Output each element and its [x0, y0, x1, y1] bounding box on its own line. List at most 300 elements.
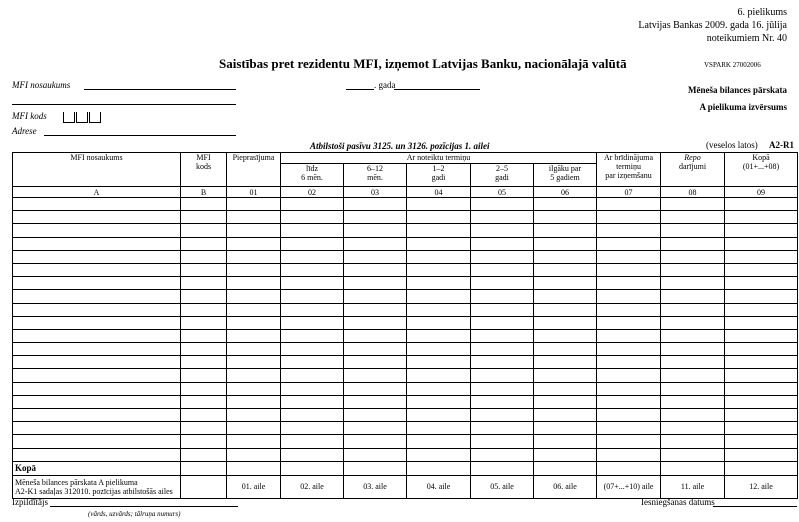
entry-cell[interactable] — [534, 395, 597, 408]
mfi-name-label: MFI nosaukums — [12, 80, 71, 90]
entry-cell[interactable] — [344, 382, 407, 395]
footer-cell: 12. aile — [725, 475, 798, 498]
footer-cell: 03. aile — [344, 475, 407, 498]
entry-cell[interactable] — [344, 237, 407, 250]
entry-cell[interactable] — [281, 250, 344, 263]
entry-cell[interactable] — [661, 435, 725, 448]
entry-cell[interactable] — [725, 395, 798, 408]
entry-cell[interactable] — [344, 290, 407, 303]
entry-cell[interactable] — [534, 356, 597, 369]
entry-cell[interactable] — [227, 237, 281, 250]
entry-cell[interactable] — [344, 395, 407, 408]
table-row — [13, 395, 798, 408]
entry-cell[interactable] — [725, 343, 798, 356]
entry-cell[interactable] — [661, 290, 725, 303]
entry-cell[interactable] — [407, 277, 471, 290]
entry-cell[interactable] — [471, 448, 534, 461]
code-cell: 03 — [344, 187, 407, 198]
entry-cell[interactable] — [661, 224, 725, 237]
entry-cell[interactable] — [227, 382, 281, 395]
entry-cell[interactable] — [597, 329, 661, 342]
entry-cell[interactable] — [344, 435, 407, 448]
hdr-notice — [597, 153, 661, 187]
code-box[interactable] — [63, 112, 75, 123]
entry-cell[interactable] — [13, 435, 181, 448]
entry-cell[interactable] — [281, 343, 344, 356]
entry-cell[interactable] — [725, 263, 798, 276]
entry-cell[interactable] — [661, 211, 725, 224]
entry-cell[interactable] — [471, 224, 534, 237]
entry-cell[interactable] — [281, 422, 344, 435]
entry-cell[interactable] — [597, 448, 661, 461]
entry-cell[interactable] — [471, 316, 534, 329]
day-field[interactable] — [346, 89, 374, 90]
entry-cell[interactable] — [725, 369, 798, 382]
entry-cell[interactable] — [407, 343, 471, 356]
entry-cell[interactable] — [407, 290, 471, 303]
entry-cell[interactable] — [471, 290, 534, 303]
entry-cell[interactable] — [13, 237, 181, 250]
entry-cell[interactable] — [597, 198, 661, 211]
entry-cell[interactable] — [13, 382, 181, 395]
entry-cell[interactable] — [534, 316, 597, 329]
entry-cell[interactable] — [661, 316, 725, 329]
entry-cell[interactable] — [344, 303, 407, 316]
entry-cell[interactable] — [407, 237, 471, 250]
entry-cell[interactable] — [725, 422, 798, 435]
entry-cell[interactable] — [597, 316, 661, 329]
entry-cell[interactable] — [597, 290, 661, 303]
entry-cell[interactable] — [344, 211, 407, 224]
entry-cell[interactable] — [725, 250, 798, 263]
entry-cell[interactable] — [281, 448, 344, 461]
total-cell[interactable] — [661, 461, 725, 475]
entry-cell[interactable] — [725, 356, 798, 369]
entry-cell[interactable] — [13, 409, 181, 422]
entry-cell[interactable] — [725, 329, 798, 342]
entry-cell[interactable] — [344, 224, 407, 237]
entry-cell[interactable] — [407, 250, 471, 263]
entry-cell[interactable] — [181, 329, 227, 342]
entry-cell[interactable] — [534, 211, 597, 224]
entry-cell[interactable] — [13, 422, 181, 435]
total-cell[interactable] — [407, 461, 471, 475]
entry-cell[interactable] — [13, 263, 181, 276]
entry-cell[interactable] — [725, 448, 798, 461]
entry-cell[interactable] — [661, 250, 725, 263]
entry-cell[interactable] — [471, 382, 534, 395]
hdr-t2-2: mēn. — [367, 173, 383, 182]
entry-cell[interactable] — [597, 409, 661, 422]
hdr-notice-3: par izņemšanu — [605, 171, 652, 180]
entry-cell[interactable] — [344, 448, 407, 461]
entry-cell[interactable] — [407, 329, 471, 342]
entry-cell[interactable] — [661, 198, 725, 211]
entry-cell[interactable] — [181, 435, 227, 448]
code-cell: 06 — [534, 187, 597, 198]
entry-cell[interactable] — [661, 382, 725, 395]
table-row — [13, 409, 798, 422]
annex-line-1: 6. pielikums — [737, 7, 787, 18]
entry-cell[interactable] — [471, 356, 534, 369]
entry-cell[interactable] — [13, 329, 181, 342]
entry-cell[interactable] — [227, 422, 281, 435]
entry-cell[interactable] — [227, 356, 281, 369]
entry-cell[interactable] — [534, 422, 597, 435]
entry-cell[interactable] — [13, 316, 181, 329]
entry-cell[interactable] — [471, 422, 534, 435]
entry-cell[interactable] — [597, 422, 661, 435]
entry-cell[interactable] — [725, 211, 798, 224]
annex-note — [638, 6, 787, 45]
entry-cell[interactable] — [725, 224, 798, 237]
entry-cell[interactable] — [597, 382, 661, 395]
entry-cell[interactable] — [661, 422, 725, 435]
hdr-t5-1: ilgāku par — [548, 164, 582, 173]
entry-cell[interactable] — [13, 250, 181, 263]
table-row — [13, 382, 798, 395]
hdr-repo — [661, 153, 725, 187]
entry-cell[interactable] — [181, 356, 227, 369]
entry-cell[interactable] — [471, 263, 534, 276]
total-row — [13, 461, 798, 475]
entry-cell[interactable] — [344, 356, 407, 369]
year-label: . gada — [374, 80, 396, 90]
entry-cell[interactable] — [281, 237, 344, 250]
entry-cell[interactable] — [181, 316, 227, 329]
entry-cell[interactable] — [725, 303, 798, 316]
entry-cell[interactable] — [181, 369, 227, 382]
entry-cell[interactable] — [344, 263, 407, 276]
entry-cell[interactable] — [281, 409, 344, 422]
entry-cell[interactable] — [534, 369, 597, 382]
entry-cell[interactable] — [181, 263, 227, 276]
entry-cell[interactable] — [661, 237, 725, 250]
entry-cell[interactable] — [471, 343, 534, 356]
hdr-t4-1: 2–5 — [496, 164, 508, 173]
entry-cell[interactable] — [281, 211, 344, 224]
entry-cell[interactable] — [725, 198, 798, 211]
entry-cell[interactable] — [227, 263, 281, 276]
total-cell[interactable] — [227, 461, 281, 475]
entry-cell[interactable] — [725, 382, 798, 395]
entry-cell[interactable] — [281, 224, 344, 237]
entry-cell[interactable] — [181, 250, 227, 263]
entry-cell[interactable] — [661, 263, 725, 276]
entry-cell[interactable] — [227, 409, 281, 422]
entry-cell[interactable] — [725, 316, 798, 329]
hdr-fixed-term: Ar noteiktu termiņu — [281, 153, 597, 164]
form-code: VSPARK 27002006 — [704, 61, 761, 69]
code-cell: 08 — [661, 187, 725, 198]
submit-date-label: Iesniegšanas datums — [641, 497, 715, 507]
entry-cell[interactable] — [13, 395, 181, 408]
total-cell[interactable] — [344, 461, 407, 475]
entry-cell[interactable] — [181, 343, 227, 356]
entry-cell[interactable] — [227, 198, 281, 211]
entry-cell[interactable] — [471, 369, 534, 382]
submit-date-field[interactable] — [713, 506, 797, 507]
entry-cell[interactable] — [661, 409, 725, 422]
entry-cell[interactable] — [661, 395, 725, 408]
entry-cell[interactable] — [407, 224, 471, 237]
mfi-name-field-2[interactable] — [12, 104, 236, 105]
entry-cell[interactable] — [471, 329, 534, 342]
entry-cell[interactable] — [534, 435, 597, 448]
entry-cell[interactable] — [13, 343, 181, 356]
footer-cell: 11. aile — [661, 475, 725, 498]
entry-cell[interactable] — [407, 211, 471, 224]
entry-cell[interactable] — [471, 198, 534, 211]
entry-cell[interactable] — [227, 224, 281, 237]
entry-cell[interactable] — [407, 198, 471, 211]
entry-cell[interactable] — [181, 395, 227, 408]
entry-cell[interactable] — [281, 435, 344, 448]
entry-cell[interactable] — [471, 303, 534, 316]
entry-cell[interactable] — [407, 316, 471, 329]
entry-cell[interactable] — [344, 277, 407, 290]
table-row — [13, 422, 798, 435]
entry-cell[interactable] — [661, 343, 725, 356]
entry-cell[interactable] — [344, 369, 407, 382]
executor-field[interactable] — [50, 506, 238, 507]
entry-cell[interactable] — [407, 435, 471, 448]
code-box[interactable] — [89, 112, 101, 123]
entry-cell[interactable] — [407, 395, 471, 408]
entry-cell[interactable] — [281, 263, 344, 276]
codes-row — [13, 187, 798, 198]
entry-cell[interactable] — [407, 369, 471, 382]
hdr-term-3 — [407, 164, 471, 187]
entry-cell[interactable] — [471, 250, 534, 263]
entry-cell[interactable] — [344, 250, 407, 263]
entry-cell[interactable] — [407, 422, 471, 435]
entry-cell[interactable] — [534, 290, 597, 303]
total-cell[interactable] — [534, 461, 597, 475]
entry-cell[interactable] — [181, 409, 227, 422]
entry-cell[interactable] — [281, 316, 344, 329]
entry-cell[interactable] — [597, 435, 661, 448]
code-cell: 04 — [407, 187, 471, 198]
hdr-mfi-code-1: MFI — [196, 153, 211, 162]
entry-cell[interactable] — [407, 303, 471, 316]
entry-cell[interactable] — [597, 395, 661, 408]
entry-cell[interactable] — [181, 422, 227, 435]
table-row — [13, 356, 798, 369]
entry-cell[interactable] — [471, 395, 534, 408]
entry-cell[interactable] — [661, 329, 725, 342]
entry-cell[interactable] — [227, 211, 281, 224]
table-row — [13, 250, 798, 263]
entry-cell[interactable] — [227, 316, 281, 329]
entry-cell[interactable] — [534, 224, 597, 237]
entry-cell[interactable] — [181, 198, 227, 211]
entry-cell[interactable] — [181, 448, 227, 461]
entry-cell[interactable] — [597, 237, 661, 250]
entry-cell[interactable] — [534, 277, 597, 290]
table-row — [13, 224, 798, 237]
code-cell: 07 — [597, 187, 661, 198]
entry-cell[interactable] — [725, 435, 798, 448]
entry-cell[interactable] — [407, 263, 471, 276]
entry-cell[interactable] — [661, 277, 725, 290]
entry-cell[interactable] — [597, 343, 661, 356]
month-field[interactable] — [394, 89, 480, 90]
code-cell: A — [13, 187, 181, 198]
footer-cell: 06. aile — [534, 475, 597, 498]
entry-cell[interactable] — [534, 250, 597, 263]
hdr-term-5 — [534, 164, 597, 187]
entry-cell[interactable] — [597, 224, 661, 237]
entry-cell[interactable] — [344, 316, 407, 329]
entry-cell[interactable] — [181, 290, 227, 303]
footer-empty-cell — [181, 475, 227, 498]
entry-cell[interactable] — [181, 224, 227, 237]
entry-cell[interactable] — [597, 263, 661, 276]
entry-cell[interactable] — [13, 211, 181, 224]
entry-cell[interactable] — [227, 290, 281, 303]
entry-cell[interactable] — [471, 237, 534, 250]
table-code: A2-R1 — [769, 140, 794, 150]
entry-cell[interactable] — [407, 448, 471, 461]
entry-cell[interactable] — [281, 329, 344, 342]
hdr-mfi-code-2: kods — [195, 162, 212, 171]
entry-cell[interactable] — [534, 198, 597, 211]
entry-cell[interactable] — [597, 277, 661, 290]
entry-cell[interactable] — [227, 448, 281, 461]
hdr-term-4 — [471, 164, 534, 187]
entry-cell[interactable] — [181, 211, 227, 224]
hdr-repo-2: darījumi — [678, 162, 707, 171]
entry-cell[interactable] — [471, 277, 534, 290]
entry-cell[interactable] — [534, 409, 597, 422]
entry-cell[interactable] — [471, 435, 534, 448]
entry-cell[interactable] — [407, 382, 471, 395]
entry-cell[interactable] — [281, 290, 344, 303]
entry-cell[interactable] — [725, 237, 798, 250]
annex-line-2: Latvijas Bankas 2009. gada 16. jūlija — [638, 20, 787, 31]
entry-cell[interactable] — [227, 395, 281, 408]
entry-cell[interactable] — [534, 237, 597, 250]
entry-cell[interactable] — [534, 343, 597, 356]
table-row — [13, 316, 798, 329]
entry-cell[interactable] — [227, 277, 281, 290]
table-row — [13, 329, 798, 342]
footer-label — [13, 475, 181, 498]
footer-cell: 01. aile — [227, 475, 281, 498]
entry-cell[interactable] — [407, 356, 471, 369]
entry-cell[interactable] — [13, 290, 181, 303]
entry-cell[interactable] — [597, 303, 661, 316]
entry-cell[interactable] — [661, 356, 725, 369]
code-cell: 09 — [725, 187, 798, 198]
entry-cell[interactable] — [725, 409, 798, 422]
entry-cell[interactable] — [227, 303, 281, 316]
entry-cell[interactable] — [227, 250, 281, 263]
entry-cell[interactable] — [661, 369, 725, 382]
entry-cell[interactable] — [661, 448, 725, 461]
entry-cell[interactable] — [597, 369, 661, 382]
hdr-t1-1: līdz — [306, 164, 318, 173]
entry-cell[interactable] — [181, 237, 227, 250]
entry-cell[interactable] — [181, 382, 227, 395]
entry-cell[interactable] — [281, 198, 344, 211]
entry-cell[interactable] — [13, 369, 181, 382]
code-cell: 02 — [281, 187, 344, 198]
entry-cell[interactable] — [281, 277, 344, 290]
entry-cell[interactable] — [344, 409, 407, 422]
entry-cell[interactable] — [471, 211, 534, 224]
total-cell[interactable] — [725, 461, 798, 475]
entry-cell[interactable] — [13, 224, 181, 237]
entry-cell[interactable] — [281, 395, 344, 408]
entry-cell[interactable] — [534, 329, 597, 342]
entry-cell[interactable] — [13, 303, 181, 316]
entry-cell[interactable] — [725, 277, 798, 290]
table-row — [13, 435, 798, 448]
entry-cell[interactable] — [281, 382, 344, 395]
total-cell[interactable] — [281, 461, 344, 475]
table-row — [13, 263, 798, 276]
page-title: Saistības pret rezidentu MFI, izņemot Latvijas Banku, nacionālajā valūtā — [219, 56, 627, 71]
report-table — [12, 152, 798, 499]
entry-cell[interactable] — [13, 277, 181, 290]
entry-cell[interactable] — [281, 369, 344, 382]
mfi-name-field[interactable] — [84, 89, 236, 90]
entry-cell[interactable] — [181, 303, 227, 316]
total-cell[interactable] — [181, 461, 227, 475]
entry-cell[interactable] — [344, 422, 407, 435]
entry-cell[interactable] — [13, 356, 181, 369]
entry-cell[interactable] — [227, 369, 281, 382]
entry-cell[interactable] — [471, 409, 534, 422]
entry-cell[interactable] — [597, 356, 661, 369]
entry-cell[interactable] — [534, 263, 597, 276]
address-label: Adrese — [12, 126, 37, 136]
entry-cell[interactable] — [181, 277, 227, 290]
hdr-repo-1: Repo — [684, 153, 701, 162]
entry-cell[interactable] — [281, 356, 344, 369]
entry-cell[interactable] — [344, 198, 407, 211]
entry-cell[interactable] — [725, 290, 798, 303]
total-cell[interactable] — [597, 461, 661, 475]
entry-cell[interactable] — [344, 329, 407, 342]
total-label: Kopā — [13, 461, 181, 475]
total-cell[interactable] — [471, 461, 534, 475]
entry-cell[interactable] — [597, 250, 661, 263]
entry-cell[interactable] — [227, 329, 281, 342]
entry-cell[interactable] — [597, 211, 661, 224]
entry-cell[interactable] — [407, 409, 471, 422]
report-type — [688, 82, 787, 116]
entry-cell[interactable] — [227, 435, 281, 448]
address-field[interactable] — [44, 135, 236, 136]
entry-cell[interactable] — [534, 382, 597, 395]
footer-cell: 02. aile — [281, 475, 344, 498]
hdr-t1-2: 6 mēn. — [301, 173, 323, 182]
code-cell: B — [181, 187, 227, 198]
entry-cell[interactable] — [227, 343, 281, 356]
entry-cell[interactable] — [344, 343, 407, 356]
entry-cell[interactable] — [13, 198, 181, 211]
entry-cell[interactable] — [13, 448, 181, 461]
entry-cell[interactable] — [281, 303, 344, 316]
entry-cell[interactable] — [534, 303, 597, 316]
entry-cell[interactable] — [661, 303, 725, 316]
mfi-code-boxes[interactable] — [63, 110, 102, 128]
code-box[interactable] — [76, 112, 88, 123]
entry-cell[interactable] — [534, 448, 597, 461]
